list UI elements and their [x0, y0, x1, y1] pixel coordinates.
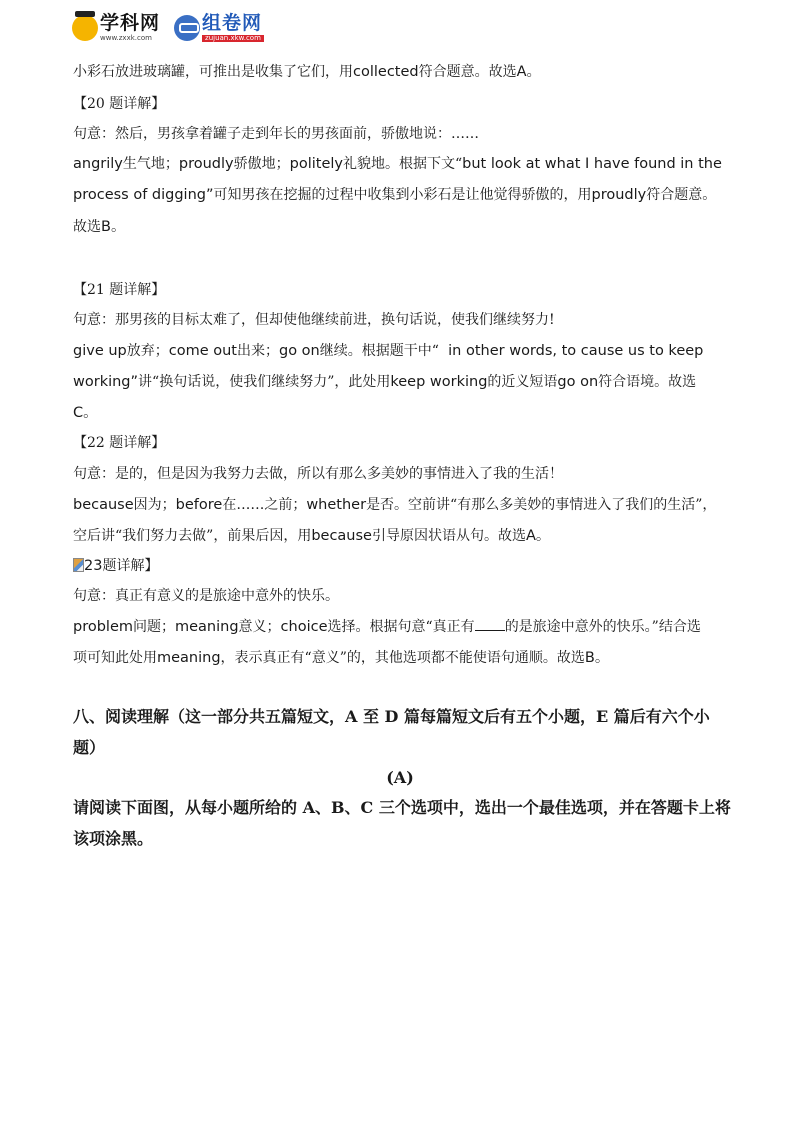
q22-analysis-line1: because因为；before在……之前；whether是否。空前讲“有那么多美妙的事情进入了我们的生活”，: [73, 497, 717, 513]
text-line: 小彩石放进玻璃罐，可推出是收集了它们，用collected符合题意。故选A。: [73, 64, 542, 80]
q23-analysis-line2: 项可知此处用meaning，表示真正有“意义”的，其他选项都不能使语句通顺。故选B。: [73, 650, 610, 666]
logo-url: zujuan.xkw.com: [202, 35, 264, 42]
mascot-icon: [72, 15, 98, 41]
q23-meaning: 句意：真正有意义的是旅途中意外的快乐。: [73, 588, 339, 604]
question-heading-22: 【22 题详解】: [73, 435, 166, 451]
q22-analysis-line2: 空后讲“我们努力去做”，前果后因，用because引导原因状语从句。故选A。: [73, 528, 551, 544]
pencil-icon: [73, 558, 84, 572]
question-heading-20: 【20 题详解】: [73, 96, 166, 112]
q21-answer: C。: [73, 405, 98, 421]
logo-url: www.zxxk.com: [100, 34, 152, 42]
question-heading-23: 23题详解】: [73, 556, 158, 576]
q22-meaning: 句意：是的，但是因为我努力去做，所以有那么多美妙的事情进入了我的生活！: [73, 466, 563, 482]
question-heading-21: 【21 题详解】: [73, 282, 166, 298]
q21-analysis-line1: give up放弃；come out出来；go on继续。根据题干中“ in other words, to cause us to keep: [73, 343, 704, 359]
instruction-cont: 该项涂黑。: [73, 829, 154, 848]
zxxk-logo[interactable]: [72, 14, 160, 42]
instruction: 请阅读下面图，从每小题所给的 A、B、C 三个选项中，选出一个最佳选项，并在答题卡上将: [73, 798, 731, 817]
mascot-glasses-icon: [174, 15, 200, 41]
q21-meaning: 句意：那男孩的目标太难了，但却使他继续前进，换句话说，使我们继续努力!: [73, 312, 555, 328]
passage-label: (A): [386, 768, 414, 787]
answer-blank: [475, 617, 505, 631]
section-title-cont: 题）: [73, 738, 106, 757]
q20-analysis-line1: angrily生气地；proudly骄傲地；politely礼貌地。根据下文“but look at what I have found in the: [73, 156, 722, 172]
q23-analysis-line1: problem问题；meaning意义；choice选择。根据句意“真正有 的是旅途中意外的快乐。”结合选: [73, 619, 701, 635]
q20-analysis-line2: process of digging”可知男孩在挖掘的过程中收集到小彩石是让他觉得骄傲的，用proudly符合题意。: [73, 187, 717, 203]
zujuan-logo[interactable]: [174, 14, 264, 42]
q20-meaning: 句意：然后，男孩拿着罐子走到年长的男孩面前，骄傲地说：……: [73, 126, 479, 142]
section-title: 八、阅读理解（这一部分共五篇短文，A 至 D 篇每篇短文后有五个小题，E 篇后有六个小: [73, 707, 710, 726]
logo-name: 组卷网: [202, 12, 263, 34]
logo-name: 学科网: [100, 12, 161, 34]
header: [72, 8, 278, 48]
q20-answer: 故选B。: [73, 219, 126, 235]
q21-analysis-line2: working”讲“换句话说，使我们继续努力”，此处用keep working的近义短语go on符合语境。故选: [73, 374, 697, 390]
